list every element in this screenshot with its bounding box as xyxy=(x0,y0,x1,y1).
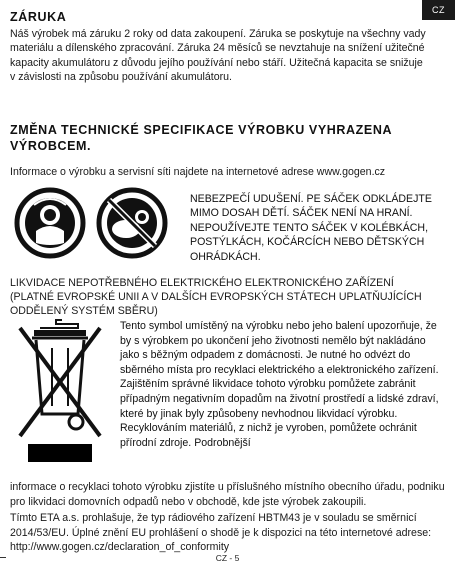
warranty-heading: ZÁRUKA xyxy=(10,10,67,24)
declaration-text: Tímto ETA a.s. prohlašuje, že typ rádiového zařízení HBTM43 je v souladu se směrnicí 2014/53/EU. Úplné znění EU prohlášení o shodě je k dispozici na této internetové adrese: http://www.gogen.cz/declaration_of_conformity xyxy=(10,512,432,554)
page-number: CZ - 5 xyxy=(215,553,240,563)
disposal-text-after: informace o recyklaci tohoto výrobku zjistíte u příslušného místního obecního úřadu, podniku pro likvidaci domovních odpadů nebo v obchodě, kde jste výrobek zakoupili. xyxy=(10,481,445,508)
child-suffocation-warning-icon xyxy=(17,190,83,256)
crossed-out-infant-icon xyxy=(99,190,165,256)
warranty-text: Náš výrobek má záruku 2 roky od data zakoupení. Záruka se poskytuje na všechny vady materiálu a dílenského zpracování. Záruka 24 měsíců se nevztahuje na snížení užitečné kapacity akumulátoru z důvodu jejího používání nebo stáří. Užitečná kapacita se snižuje v závislosti na způsobu používání akumulátoru. xyxy=(10,28,426,84)
crop-mark xyxy=(0,557,6,558)
spec-change-heading: ZMĚNA TECHNICKÉ SPECIFIKACE VÝROBKU VYHRAZENA VÝROBCEM. xyxy=(10,123,392,153)
disposal-heading: LIKVIDACE NEPOTŘEBNÉHO ELEKTRICKÉHO ELEKTRONICKÉHO ZAŘÍZENÍ (PLATNÉ EVROPSKÉ UNII A V DALŠÍCH EVROPSKÝCH STÁTECH UPLATŇUJÍCÍCH ODDĚLENÝ SYSTÉM SBĚRU) xyxy=(10,277,422,318)
product-info-text: Informace o výrobku a servisní síti najdete na internetové adrese www.gogen.cz xyxy=(10,166,386,178)
language-tab: CZ xyxy=(422,0,455,20)
suffocation-warning-icons xyxy=(14,187,178,259)
suffocation-warning-text: NEBEZPEČÍ UDUŠENÍ. PE SÁČEK ODKLÁDEJTE MIMO DOSAH DĚTÍ. SÁČEK NENÍ NA HRANÍ. NEPOUŽÍVEJTE TENTO SÁČEK V KOLÉBKÁCH, POSTÝLKÁCH, KOČÁRCÍCH NEBO DĚTSKÝCH OHRÁDKÁCH. xyxy=(190,193,432,263)
crossed-out-wheelie-bin-icon xyxy=(12,318,108,466)
disposal-text-beside-icon: Tento symbol umístěný na výrobku nebo jeho balení upozorňuje, že by s výrobkem po ukončení jeho životnosti nemělo být nakládáno jako s běžným odpadem z domácnosti. Je nutné ho odvézt do sběrného místa pro recyklaci elektrického a elektronického zařízení. Zajištěním správné likvidace tohoto výrobku pomůžete zabránit případným negativním dopadům na životní prostředí a lidské zdraví, které by jinak byly způsobeny nevhodnou likvidací výrobku. Recyklováním materiálů, z nichž je vyroben, pomůžete ochránit přírodní zdroje. Podrobnější xyxy=(120,320,439,449)
